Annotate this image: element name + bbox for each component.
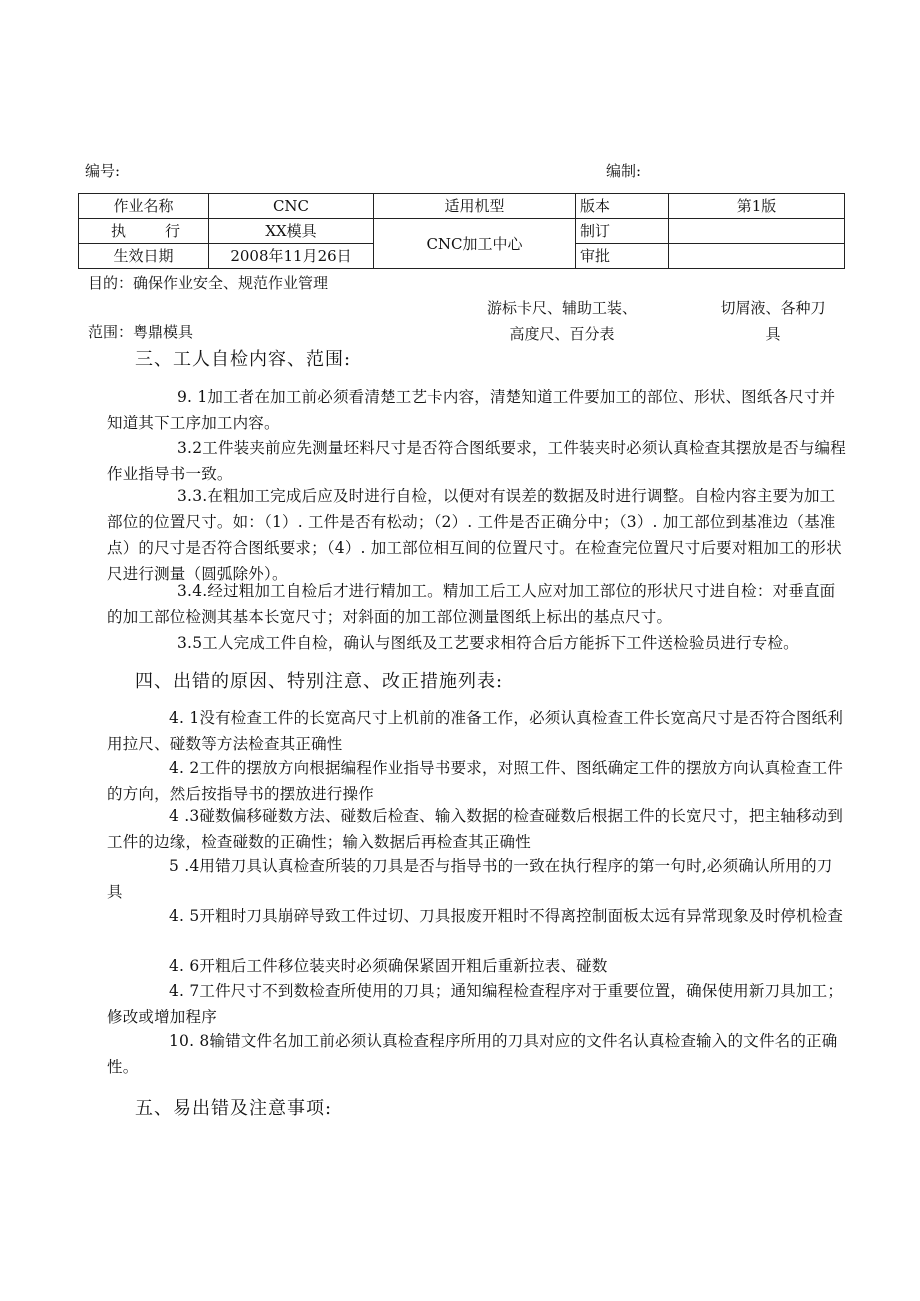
- section4-item-3: 4 .3碰数偏移碰数方法、碰数后检查、输入数据的检查碰数后根据工件的长宽尺寸，把主轴移动到工件的边缘，检查碰数的正确性；输入数据后再检查其正确性: [107, 807, 844, 851]
- section3-item-3: 3.3.在粗加工完成后应及时进行自检，以便对有误差的数据及时进行调整。自检内容主要为加工部位的位置尺寸。如：（1）. 工件是否有松动；（2）. 工件是否正确分中；（3）. 加工部位到基准边（基准点）的尺寸是否符合图纸要求；（4）. 加工部位相互间的位置尺寸。在检查完位置尺寸后要对粗加工的形状尺进行测量（圆弧除外）。: [107, 487, 842, 583]
- section4-item-4: 5 .4用错刀具认真检查所装的刀具是否与指导书的一致在执行程序的第一句时,必须确认所用的刀具: [107, 857, 833, 901]
- number-label: 编号:: [85, 162, 121, 180]
- section3-item-5: 3.5工人完成工件自检，确认与图纸及工艺要求相符合后方能拆下工件送检验员进行专检。: [177, 634, 799, 652]
- section3-item-2: 3.2工件装夹前应先测量坯料尺寸是否符合图纸要求，工件装夹时必须认真检查其摆放是否与编程作业指导书一致。: [107, 439, 846, 483]
- section3-title: 三、工人自检内容、范围:: [135, 349, 352, 370]
- job-info-table: [78, 193, 845, 269]
- date-label: 生效日期: [79, 244, 209, 269]
- section3-item-1: 9. 1加工者在加工前必须看清楚工艺卡内容，清楚知道工件要加工的部位、形状、图纸各尺寸并知道其下工序加工内容。: [107, 388, 836, 432]
- section4-item-5: 4. 5开粗时刀具崩碎导致工件过切、刀具报废开粗时不得离控制面板太远有异常现象及时停机检查: [169, 907, 844, 925]
- exec-label-cell: [79, 219, 209, 244]
- job-name-value: CNC: [209, 194, 374, 219]
- made-label: 制订: [576, 219, 669, 244]
- section5-title: 五、易出错及注意事项:: [135, 1098, 333, 1119]
- section4-item-1: 4. 1没有检查工件的长宽高尺寸上机前的准备工作，必须认真检查工件长宽高尺寸是否符合图纸利用拉尺、碰数等方法检查其正确性: [107, 709, 844, 753]
- exec-label-a: 执: [111, 222, 127, 240]
- job-name-label: 作业名称: [79, 194, 209, 219]
- purpose-text: 目的：确保作业安全、规范作业管理: [88, 274, 329, 292]
- table-row: [79, 219, 845, 244]
- made-value: [669, 219, 845, 244]
- editor-label: 编制:: [606, 162, 642, 180]
- date-value: 2008年11月26日: [209, 244, 374, 269]
- exec-label-b: 行: [164, 222, 180, 240]
- version-label: 版本: [576, 194, 669, 219]
- section4-title: 四、出错的原因、特别注意、改正措施列表:: [135, 671, 504, 692]
- section3-item-4: 3.4.经过粗加工自检后才进行精加工。精加工后工人应对加工部位的形状尺寸进自检：对垂直面的加工部位检测其基本长宽尺寸；对斜面的加工部位测量图纸上标出的基点尺寸。: [107, 582, 836, 626]
- version-value: 第1版: [669, 194, 845, 219]
- machine-label: 适用机型: [374, 194, 576, 219]
- approve-value: [669, 244, 845, 269]
- table-row: [79, 194, 845, 219]
- range-consumables-line2: 具: [765, 325, 781, 343]
- range-label: 范围：粤鼎模具: [88, 323, 194, 341]
- section4-item-2: 4. 2工件的摆放方向根据编程作业指导书要求，对照工件、图纸确定工件的摆放方向认真检查工件的方向，然后按指导书的摆放进行操作: [107, 759, 844, 803]
- range-consumables: [706, 295, 840, 347]
- section4-item-6: 4. 6开粗后工件移位装夹时必须确保紧固开粗后重新拉表、碰数: [169, 957, 608, 975]
- machine-value: CNC加工中心: [374, 219, 576, 269]
- range-tools: [472, 295, 652, 347]
- range-tools-line1: 游标卡尺、辅助工装、: [486, 299, 637, 317]
- exec-value: XX模具: [209, 219, 374, 244]
- range-consumables-line1: 切屑液、各种刀: [720, 299, 826, 317]
- section4-item-7: 4. 7工件尺寸不到数检查所使用的刀具；通知编程检查程序对于重要位置，确保使用新刀具加工；修改或增加程序: [107, 982, 844, 1026]
- range-tools-line2: 高度尺、百分表: [509, 325, 615, 343]
- section4-item-8: 10. 8输错文件名加工前必须认真检查程序所用的刀具对应的文件名认真检查输入的文件名的正确性。: [107, 1032, 838, 1076]
- approve-label: 审批: [576, 244, 669, 269]
